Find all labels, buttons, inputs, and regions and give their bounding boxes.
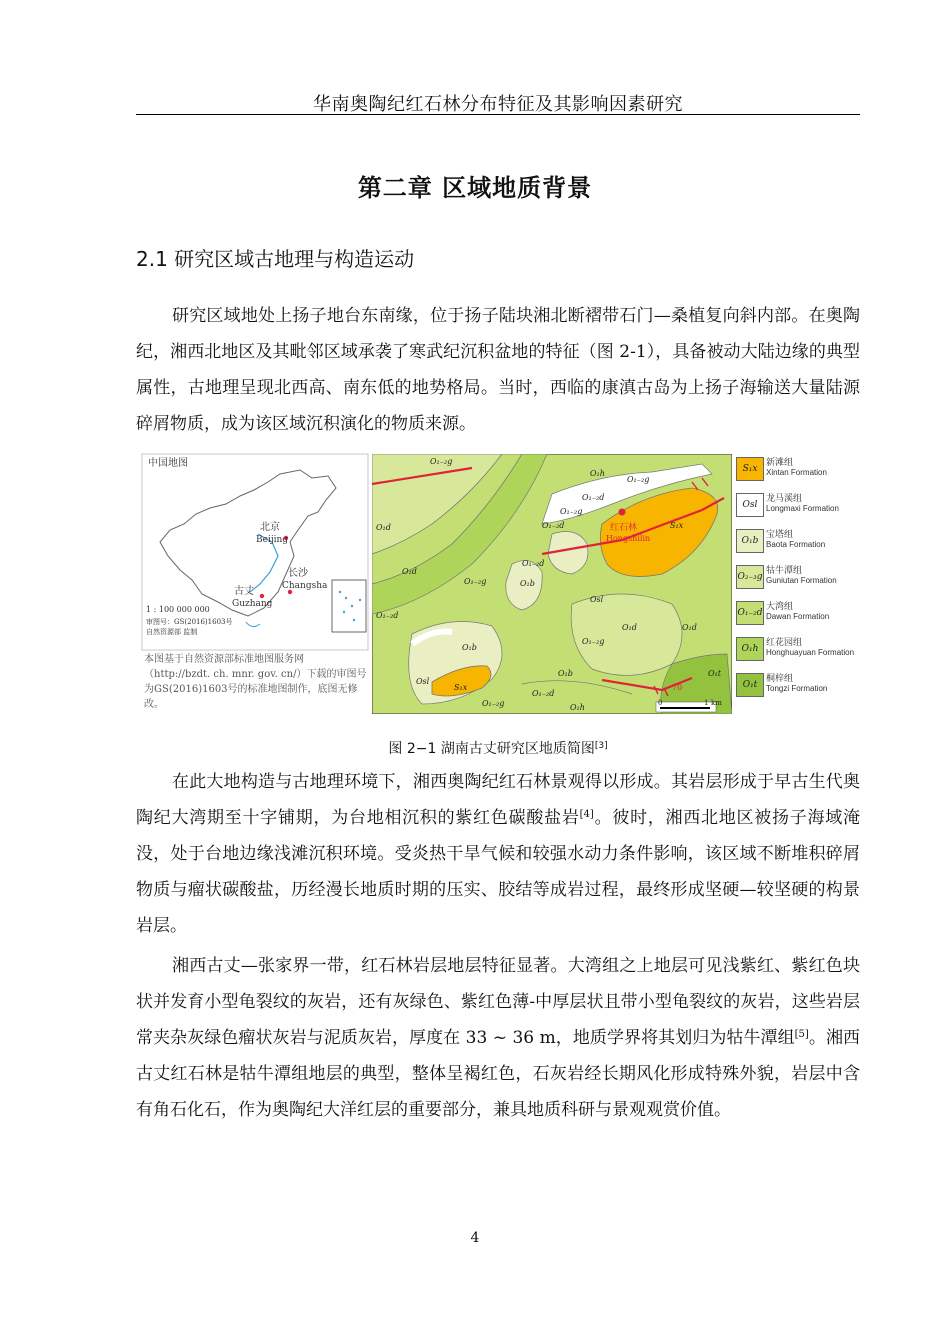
hongshilin-label-zh: 红石林 [610, 523, 638, 533]
map-label: S₁x [454, 683, 468, 692]
caption-ref: [3] [594, 741, 608, 751]
legend-name-zh: 红花园组 [766, 638, 803, 648]
map-label: O₁h [570, 703, 585, 712]
map-label: O₁₋₂g [482, 699, 505, 708]
map-label: O₁₋₂d [542, 521, 565, 530]
caption-text: 图 2−1 湖南古丈研究区地质简图 [388, 741, 595, 757]
map-label: O₁₋₂d [582, 493, 605, 502]
map-label: O₁₋₂g [560, 507, 583, 516]
figure-caption [0, 738, 950, 758]
legend-name-en: Baota Formation [766, 540, 826, 549]
map-label: Osl [416, 677, 430, 686]
legend-name-en: Dawan Formation [766, 612, 830, 621]
changsha-label-zh: 长沙 [288, 568, 308, 579]
beijing-label-zh: 北京 [260, 522, 280, 533]
scale-0: 0 [658, 699, 663, 707]
paragraph-2-text-a: 在此大地构造与古地理环境下，湘西奥陶纪红石林景观得以形成。其岩层形成于早古生代奥陶纪大湾期至十字铺期，为台地相沉积的紫红色碳酸盐岩 [136, 772, 860, 828]
legend-item [736, 526, 840, 556]
section-title: 2.1 研究区域古地理与构造运动 [136, 247, 415, 271]
dip-label: 70 [672, 683, 683, 692]
legend-name-zh: 大湾组 [766, 602, 794, 612]
china-outline-graphic [140, 452, 370, 652]
inset-approval: 审图号：GS(2016)1603号 [146, 618, 233, 626]
paragraph-2 [136, 764, 860, 944]
legend-name-en: Guniutan Formation [766, 576, 837, 585]
map-label: O₁₋₂d [532, 689, 555, 698]
legend-name-zh: 新滩组 [766, 458, 794, 468]
map-label: O₁d [622, 623, 637, 632]
inset-note: 本图基于自然资源部标准地图服务网（http://bzdt. ch. mnr. gov. cn/）下载的审图号为GS(2016)1603号的标准地图制作，底图无修改。 [144, 654, 367, 710]
legend-name-en: Longmaxi Formation [766, 504, 839, 513]
changsha-label-en: Changsha [282, 581, 328, 591]
legend-swatch: O₂₋₃g [736, 565, 764, 589]
citation-5: [5] [794, 1029, 809, 1040]
legend-swatch: O₁₋₂d [736, 601, 764, 625]
legend-item [736, 634, 855, 664]
map-label: O₁b [558, 669, 573, 678]
legend-name-zh: 牯牛潭组 [766, 566, 803, 576]
map-label: O₁₋₂g [582, 637, 605, 646]
inset-title: 中国地图 [148, 458, 188, 469]
map-label: O₁b [462, 643, 477, 652]
map-label: O₁₋₂g [627, 475, 650, 484]
paragraph-3-text-a: 湘西古丈—张家界一带，红石林岩层地层特征显著。大湾组之上地层可见浅紫红、紫红色块状并发育小型龟裂纹的灰岩，还有灰绿色、紫红色薄-中厚层状且带小型龟裂纹的灰岩，这些岩层常夹杂灰绿色瘤状灰岩与泥质灰岩，厚度在 33 ~ 36 m，地质学界将其划归为牯牛潭组 [136, 956, 860, 1048]
map-legend [736, 454, 855, 704]
legend-name-zh: 桐梓组 [766, 674, 794, 684]
scale-unit: km [711, 699, 722, 707]
legend-item [736, 490, 840, 520]
map-label: Osl [590, 595, 604, 604]
legend-swatch: O₁h [736, 637, 764, 661]
inset-supervisor: 自然资源部 监制 [146, 628, 198, 636]
running-header: 华南奥陶纪红石林分布特征及其影响因素研究 [313, 94, 683, 115]
inset-scale: 1 : 100 000 000 [146, 605, 210, 614]
map-label: O₁t [708, 669, 721, 678]
map-label: O₁h [590, 469, 605, 478]
legend-name-zh: 龙马溪组 [766, 494, 803, 504]
legend-item [736, 562, 840, 592]
legend-item [736, 454, 840, 484]
map-label: O₁₋₂d [522, 559, 545, 568]
beijing-label-en: Beijing [256, 535, 289, 545]
chapter-title: 第二章 区域地质背景 [357, 174, 593, 202]
legend-name-en: Xintan Formation [766, 468, 827, 477]
legend-name-en: Honghuayuan Formation [766, 648, 855, 657]
page-number: 4 [470, 1230, 480, 1246]
map-label: O₁₋₂g [430, 457, 453, 466]
paragraph-3-text-b: 。湘西古丈红石林是牯牛潭组地层的典型，整体呈褐红色，石灰岩经长期风化形成特殊外貌，岩层中含有角石化石，作为奥陶纪大洋红层的重要部分，兼具地质科研与景观观赏价值。 [136, 1028, 861, 1120]
map-label: O₁b [520, 579, 535, 588]
header-rule [136, 114, 860, 115]
legend-swatch: Osl [736, 493, 764, 517]
legend-swatch: O₁b [736, 529, 764, 553]
legend-swatch: S₁x [736, 457, 764, 481]
guzhang-label-zh: 古丈 [234, 586, 254, 597]
guzhang-label-en: Guzhang [232, 599, 273, 609]
map-label: O₁₋₂g [464, 577, 487, 586]
legend-swatch: O₁t [736, 673, 764, 697]
map-label: O₁₋₂d [376, 611, 399, 620]
legend-name-en: Tongzi Formation [766, 684, 828, 693]
citation-4: [4] [579, 809, 594, 820]
map-label: O₁d [402, 567, 417, 576]
paragraph-3 [136, 948, 860, 1128]
map-label: S₁x [670, 521, 684, 530]
geologic-map [372, 454, 732, 714]
legend-name-zh: 宝塔组 [766, 530, 794, 540]
paragraph-1: 研究区域地处上扬子地台东南缘，位于扬子陆块湘北断褶带石门—桑植复向斜内部。在奥陶纪，湘西北地区及其毗邻区域承袭了寒武纪沉积盆地的特征（图 2-1），具备被动大陆边缘的典型属性，古地理呈现北西高、南东低的地势格局。当时，西临的康滇古岛为上扬子海输送大量陆源碎屑物质，成为该区域沉积演化的物质来源。 [136, 306, 860, 434]
map-label: O₁d [682, 623, 697, 632]
paragraph-2-text-b: 。彼时，湘西北地区被扬子海域淹没，处于台地边缘浅滩沉积环境。受炎热干旱气候和较强水动力条件影响，该区域不断堆积碎屑物质与瘤状碳酸盐，历经漫长地质时期的压实、胶结等成岩过程，最终形成坚硬—较坚硬的构景岩层。 [136, 808, 861, 936]
figure-2-1 [140, 452, 855, 720]
hongshilin-label-en: Hongshilin [606, 534, 651, 543]
scale-1: 1 [704, 699, 709, 707]
china-inset-map [140, 452, 370, 720]
map-label: O₁d [376, 523, 391, 532]
legend-item [736, 670, 840, 700]
legend-item [736, 598, 840, 628]
